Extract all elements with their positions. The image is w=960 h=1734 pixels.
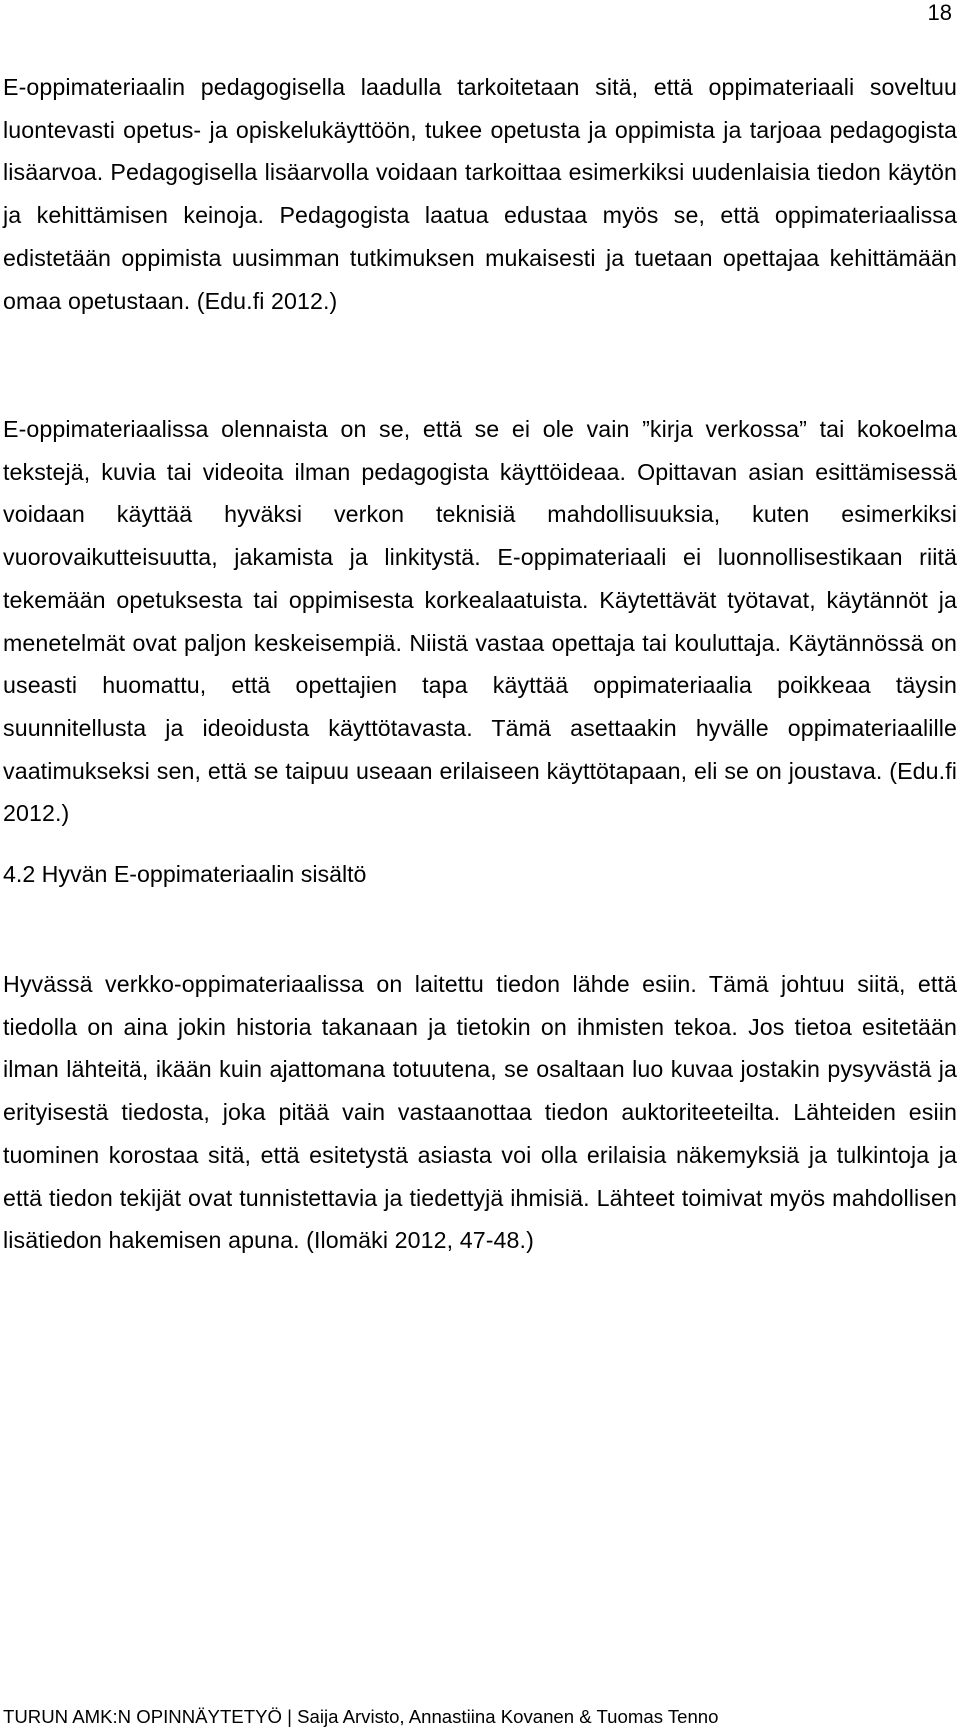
page-number: 18 [927,0,952,25]
body-paragraph-1: E-oppimateriaalin pedagogisella laadulla tarkoitetaan sitä, että oppimateriaali soveltuu luontevasti opetus- ja opiskelukäyttöön, tukee opetusta ja oppimista ja tarjoaa pedagogista lisäarvoa. Pedagogisella lisäarvolla voidaan tarkoittaa esimerkiksi uudenlaisia tiedon käytön ja kehittämisen keinoja. Pedagogista laatua edustaa myös se, että oppimateriaalissa edistetään oppimista uusimman tutkimuksen mukaisesti ja tuetaan opettajaa kehittämään omaa opetustaan. (Edu.fi 2012.) [3,74,957,314]
page-footer: TURUN AMK:N OPINNÄYTETYÖ | Saija Arvisto, Annastiina Kovanen & Tuomas Tenno [3,1706,719,1727]
body-paragraph-2: E-oppimateriaalissa olennaista on se, että se ei ole vain ”kirja verkossa” tai kokoelma tekstejä, kuvia tai videoita ilman pedagogista käyttöideaa. Opittavan asian esittämisessä voidaan käyttää hyväksi verkon teknisiä mahdollisuuksia, kuten esimerkiksi vuorovaikutteisuutta, jakamista ja linkitystä. E-oppimateriaali ei luonnollisestikaan riitä tekemään opetuksesta tai oppimisesta korkealaatuista. Käytettävät työtavat, käytännöt ja menetelmät ovat paljon keskeisempiä. Niistä vastaa opettaja tai kouluttaja. Käytännössä on useasti huomattu, että opettajien tapa käyttää oppimateriaalia poikkeaa täysin suunnitellusta ja ideoidusta käyttötavasta. Tämä asettaakin hyvälle oppimateriaalille vaatimukseksi sen, että se taipuu useaan erilaiseen käyttötapaan, eli se on joustava. (Edu.fi 2012.) [3,416,957,827]
section-paragraph: Hyvässä verkko-oppimateriaalissa on laitettu tiedon lähde esiin. Tämä johtuu siitä, että tiedolla on aina jokin historia takanaan ja tietokin on ihmisten tekoa. Jos tietoa esitetään ilman lähteitä, ikään kuin ajattomana totuutena, se osaltaan luo kuvaa jostakin pysyvästä ja erityisestä tiedosta, joka pitää vain vastaanottaa tiedon auktoriteeteilta. Lähteiden esiin tuominen korostaa sitä, että esitetystä asiasta voi olla erilaisia näkemyksiä ja tulkintoja ja että tiedon tekijät ovat tunnistettavia ja tiedettyjä ihmisiä. Lähteet toimivat myös mahdollisen lisätiedon hakemisen apuna. (Ilomäki 2012, 47-48.) [3,971,957,1254]
section-heading: 4.2 Hyvän E-oppimateriaalin sisältö [3,861,367,887]
